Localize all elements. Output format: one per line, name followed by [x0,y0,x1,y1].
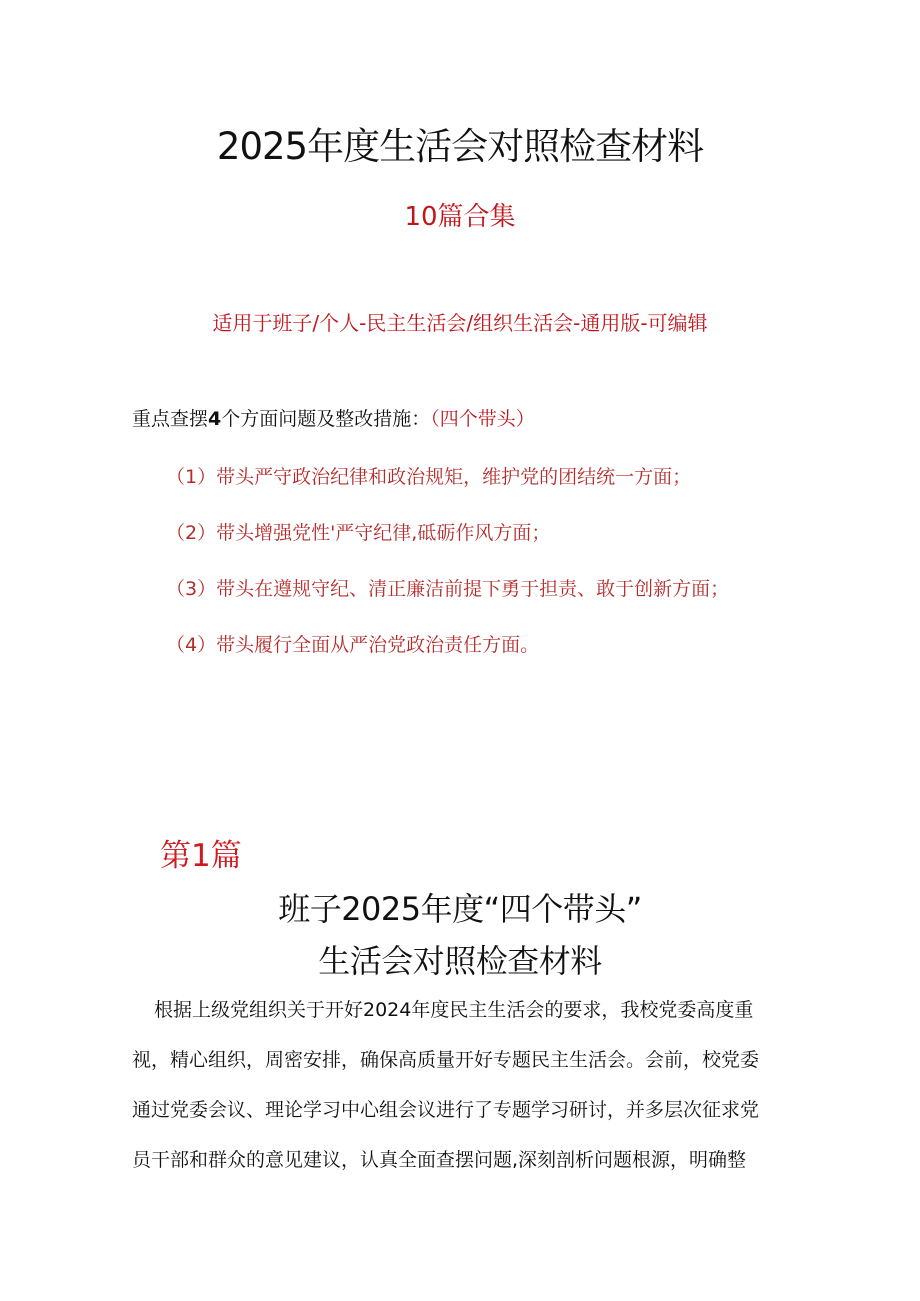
body-line-1: 根据上级党组织关于开好2024年度民主生活会的要求，我校党委高度重 [154,999,754,1021]
focus-number: 4 [208,408,222,430]
body-line-4: 员干部和群众的意见建议，认真全面查摆问题,深刻剖析问题根源，明确整 [132,1149,747,1171]
focus-middle: 个方面问题及整改措施： [221,408,431,430]
body-line-3: 通过党委会议、理论学习中心组会议进行了专题学习研讨，并多层次征求党 [132,1099,760,1121]
article-title-line-2: 生活会对照检查材料 [318,942,602,980]
scope-line: 适用于班子/个人-民主生活会/组织生活会-通用版-可编辑 [212,311,708,335]
body-line-2: 视，精心组织，周密安排，确保高质量开好专题民主生活会。会前，校党委 [132,1049,760,1071]
focus-point-2: （2）带头增强党性'严守纪律,砥砺作风方面； [166,522,551,544]
focus-point-3: （3）带头在遵规守纪、清正廉洁前提下勇于担责、敢于创新方面； [166,578,730,600]
focus-prefix: 重点查摆 [132,408,209,430]
focus-tag: （四个带头） [430,408,535,430]
focus-line [132,404,535,431]
document-subtitle: 10篇合集 [404,202,516,232]
chapter-label: 第1篇 [160,838,242,874]
focus-point-1: （1）带头严守政治纪律和政治规矩，维护党的团结统一方面； [166,466,692,488]
document-title: 2025年度生活会对照检查材料 [216,125,704,168]
focus-point-4: （4）带头履行全面从严治党政治责任方面。 [166,634,540,656]
article-title-line-1: 班子2025年度“四个带头” [278,890,642,928]
